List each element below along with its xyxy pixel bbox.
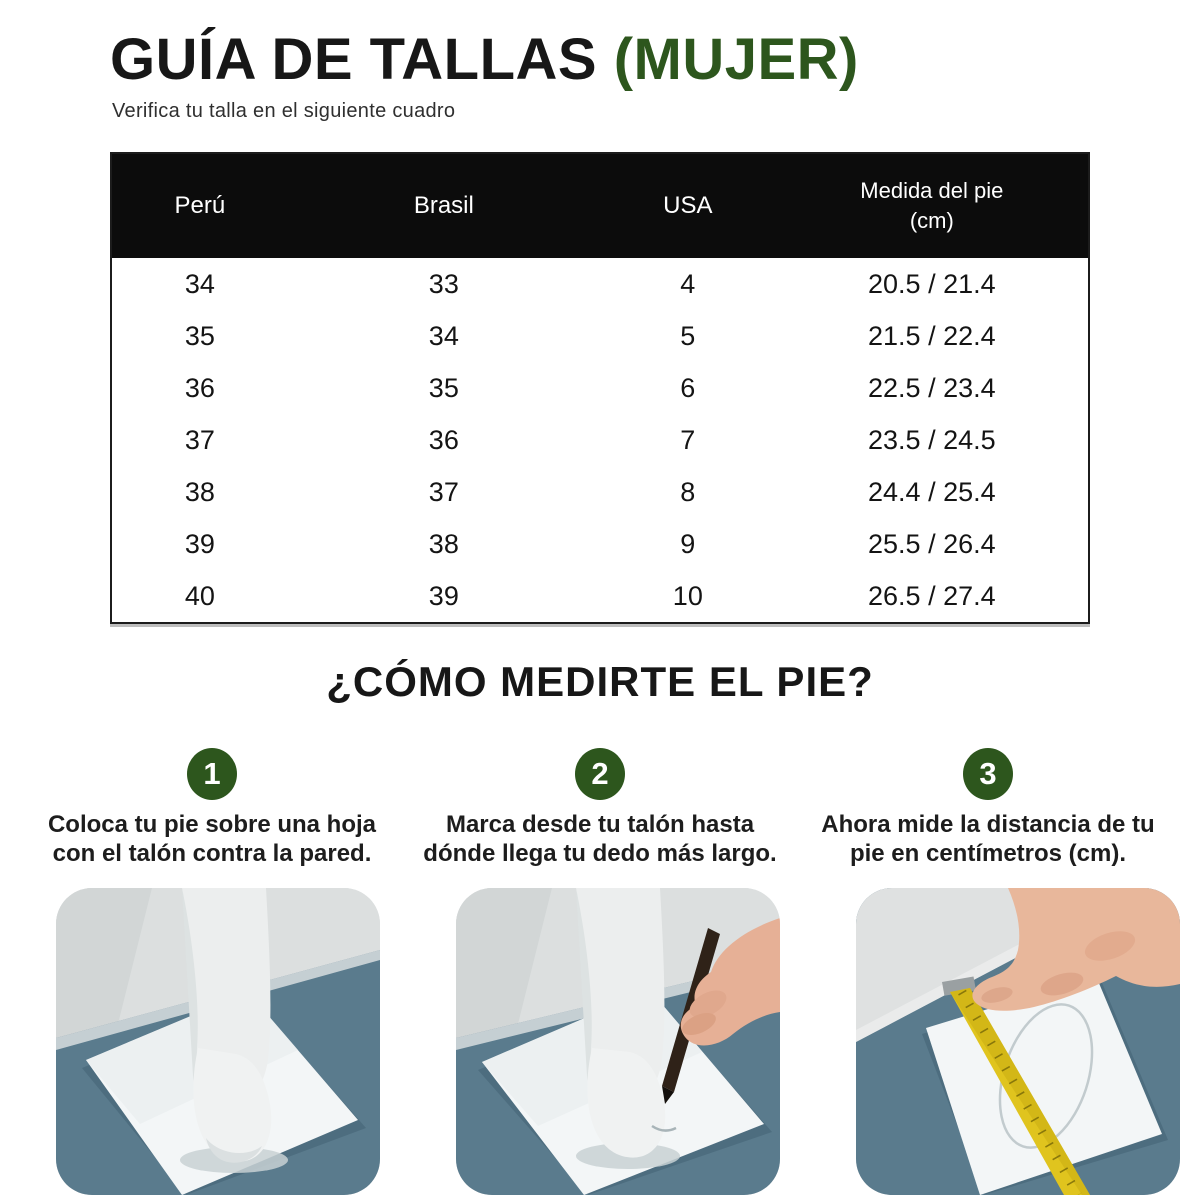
step-2-instruction: Marca desde tu talón hasta dónde llega tu dedo más largo. bbox=[423, 811, 777, 867]
step-1 bbox=[20, 748, 404, 869]
pencil-marking-illustration bbox=[456, 888, 780, 1195]
table-row: 36 35 6 22.5 / 23.4 bbox=[184, 372, 996, 403]
column-header-medida: Medida del pie (cm) bbox=[776, 154, 1088, 258]
size-table bbox=[110, 152, 1090, 624]
table-row: 39 38 9 25.5 / 26.4 bbox=[184, 528, 996, 559]
tape-measuring-illustration bbox=[856, 888, 1180, 1195]
step-3-photo bbox=[856, 888, 1180, 1195]
step-1-number-badge: 1 bbox=[187, 748, 237, 800]
foot-on-paper-illustration bbox=[56, 888, 380, 1195]
step-3 bbox=[796, 748, 1180, 869]
page-title bbox=[110, 26, 859, 93]
step-1-instruction: Coloca tu pie sobre una hoja con el talón contra la pared. bbox=[47, 811, 377, 867]
howto-heading: ¿CÓMO MEDIRTE EL PIE? bbox=[326, 658, 874, 705]
step-3-number-badge: 3 bbox=[963, 748, 1013, 800]
page-title-gender: (MUJER) bbox=[613, 27, 859, 92]
table-row: 34 33 4 20.5 / 21.4 bbox=[184, 268, 996, 299]
step-2-photo bbox=[456, 888, 780, 1195]
table-row: 40 39 10 26.5 / 27.4 bbox=[184, 580, 996, 611]
step-2-number-badge: 2 bbox=[575, 748, 625, 800]
table-row: 35 34 5 21.5 / 22.4 bbox=[184, 320, 996, 351]
page-title-main: GUÍA DE TALLAS bbox=[110, 27, 598, 92]
step-3-instruction: Ahora mide la distancia de tu pie en centímetros (cm). bbox=[821, 811, 1155, 867]
size-table-header bbox=[112, 154, 1088, 258]
table-row: 37 36 7 23.5 / 24.5 bbox=[184, 424, 996, 455]
table-row: 38 37 8 24.4 / 25.4 bbox=[184, 476, 996, 507]
column-header-usa: USA bbox=[600, 154, 776, 258]
step-2 bbox=[406, 748, 794, 869]
column-header-peru: Perú bbox=[112, 154, 288, 258]
size-table-body bbox=[112, 258, 1088, 622]
column-header-brasil: Brasil bbox=[288, 154, 600, 258]
page-subtitle: Verifica tu talla en el siguiente cuadro bbox=[112, 100, 456, 122]
step-1-photo bbox=[56, 888, 380, 1195]
